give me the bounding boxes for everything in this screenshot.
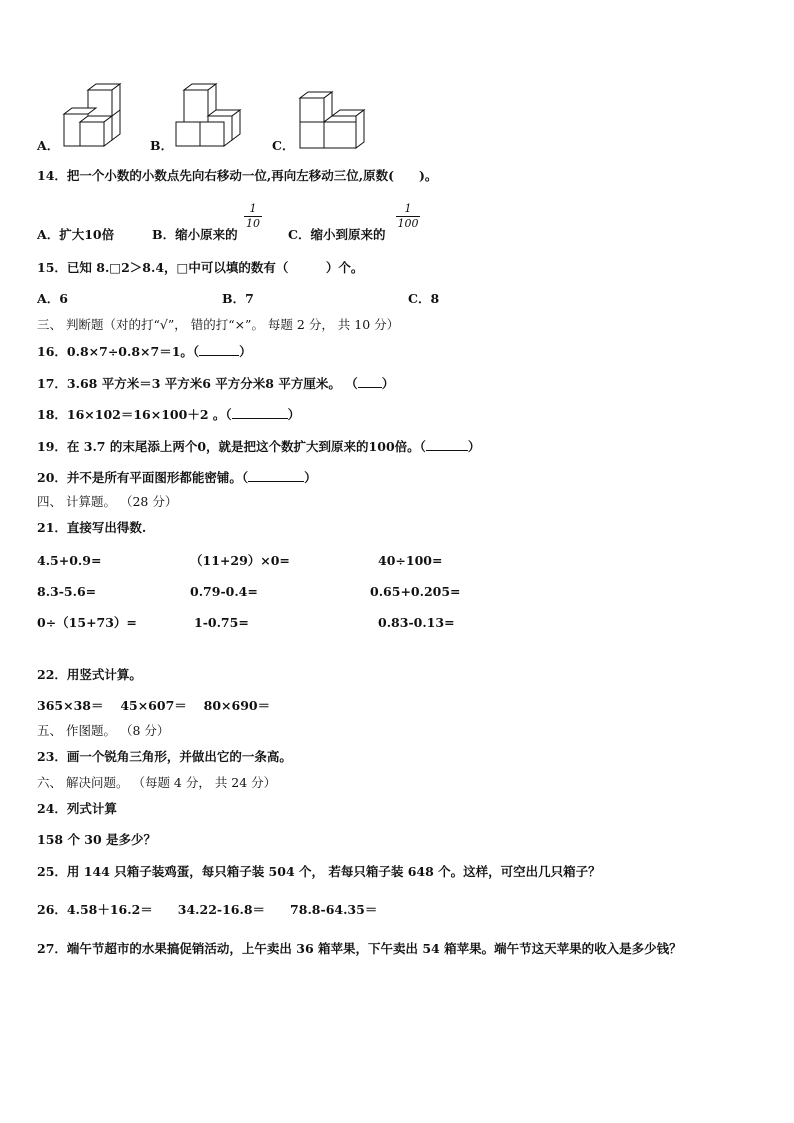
- answer-blank[interactable]: [358, 375, 382, 388]
- q14-b-fraction: [244, 203, 262, 230]
- q14-option-a[interactable]: A．扩大10倍: [37, 227, 115, 242]
- q16-text: 16．0.8×7÷0.8×7＝1。（: [37, 344, 200, 359]
- calc-r3-c3: 0.83-0.13=: [378, 615, 455, 630]
- close-paren: ）: [467, 439, 481, 454]
- section6-title: 六、 解决问题。 （每题 4 分， 共 24 分）: [37, 775, 277, 790]
- calc-r1-c3: 40÷100=: [378, 553, 443, 568]
- q19: [37, 438, 480, 455]
- q16: [37, 343, 252, 360]
- q13-option-a[interactable]: A．: [37, 138, 60, 153]
- q17: [37, 375, 394, 392]
- q14-c-fraction: [396, 203, 420, 230]
- calc-r2-c2: 0.79-0.4=: [190, 584, 258, 599]
- answer-blank[interactable]: [232, 406, 288, 419]
- section5-title: 五、 作图题。 （8 分）: [37, 723, 170, 738]
- cube-figure-b: [174, 82, 246, 148]
- q18-text: 18．16×102＝16×100＋2 。（: [37, 407, 232, 422]
- q20-text: 20．并不是所有平面图形都能密铺。（: [37, 470, 249, 485]
- q23: 23．画一个锐角三角形，并做出它的一条高。: [37, 749, 292, 764]
- q14-option-b[interactable]: B．缩小原来的: [152, 227, 238, 242]
- answer-blank[interactable]: [426, 438, 468, 451]
- section4-title: 四、 计算题。 （28 分）: [37, 494, 178, 509]
- calc-r2-c3: 0.65+0.205=: [370, 584, 461, 599]
- q14-option-c[interactable]: C．缩小到原来的: [288, 227, 386, 242]
- calc-r1-c2: （11+29）×0=: [190, 553, 290, 568]
- fraction-numerator: 1: [404, 202, 412, 215]
- calc-r3-c1: 0÷（15+73）=: [37, 615, 137, 630]
- q20: [37, 469, 317, 486]
- q24-question: 158 个 30 是多少？: [37, 832, 157, 847]
- close-paren: ）: [304, 470, 317, 485]
- q17-text: 17．3.68 平方米＝3 平方米6 平方分米8 平方厘米。 （: [37, 376, 358, 391]
- q22-items: 365×38＝ 45×607＝ 80×690＝: [37, 698, 271, 713]
- q13-option-b[interactable]: B．: [150, 138, 174, 153]
- fraction-denominator: 100: [397, 217, 419, 230]
- calc-r2-c1: 8.3-5.6=: [37, 584, 97, 599]
- q15-option-b[interactable]: B．7: [222, 291, 254, 306]
- q14-stem: 14．把一个小数的小数点先向右移动一位,再向左移动三位,原数( )。: [37, 168, 438, 183]
- close-paren: ）: [239, 344, 252, 359]
- q22-stem: 22．用竖式计算。: [37, 667, 142, 682]
- q26: 26．4.58＋16.2＝ 34.22-16.8＝ 78.8-64.35＝: [37, 902, 378, 917]
- cube-figure-a: [60, 82, 130, 148]
- q15-stem: 15．已知 8.□2＞8.4，□中可以填的数有（ ）个。: [37, 260, 364, 275]
- q27: 27．端午节超市的水果搞促销活动，上午卖出 36 箱苹果，下午卖出 54 箱苹果。端午节这天苹果的收入是多少钱？: [37, 941, 682, 956]
- q19-text: 19．在 3.7 的末尾添上两个0，就是把这个数扩大到原来的100倍。（: [37, 439, 426, 454]
- q13-option-c[interactable]: C．: [272, 138, 295, 153]
- q15-option-a[interactable]: A．6: [37, 291, 68, 306]
- answer-blank[interactable]: [248, 469, 304, 482]
- close-paren: ）: [287, 407, 301, 422]
- calc-r3-c2: 1-0.75=: [194, 615, 249, 630]
- q21-stem: 21．直接写出得数.: [37, 520, 147, 535]
- fraction-denominator: 10: [246, 217, 260, 230]
- answer-blank[interactable]: [199, 343, 239, 356]
- q15-option-c[interactable]: C．8: [408, 291, 440, 306]
- fraction-numerator: 1: [249, 202, 257, 215]
- section3-title: 三、 判断题（对的打“√”， 错的打“×”。 每题 2 分， 共 10 分）: [37, 317, 400, 332]
- q18: [37, 406, 300, 423]
- q25: 25．用 144 只箱子装鸡蛋，每只箱子装 504 个， 若每只箱子装 648 个。这样，可空出几只箱子？: [37, 864, 601, 879]
- q24-stem: 24．列式计算: [37, 801, 117, 816]
- close-paren: ）: [381, 376, 395, 391]
- calc-r1-c1: 4.5+0.9=: [37, 553, 102, 568]
- cube-figure-c: [298, 88, 370, 152]
